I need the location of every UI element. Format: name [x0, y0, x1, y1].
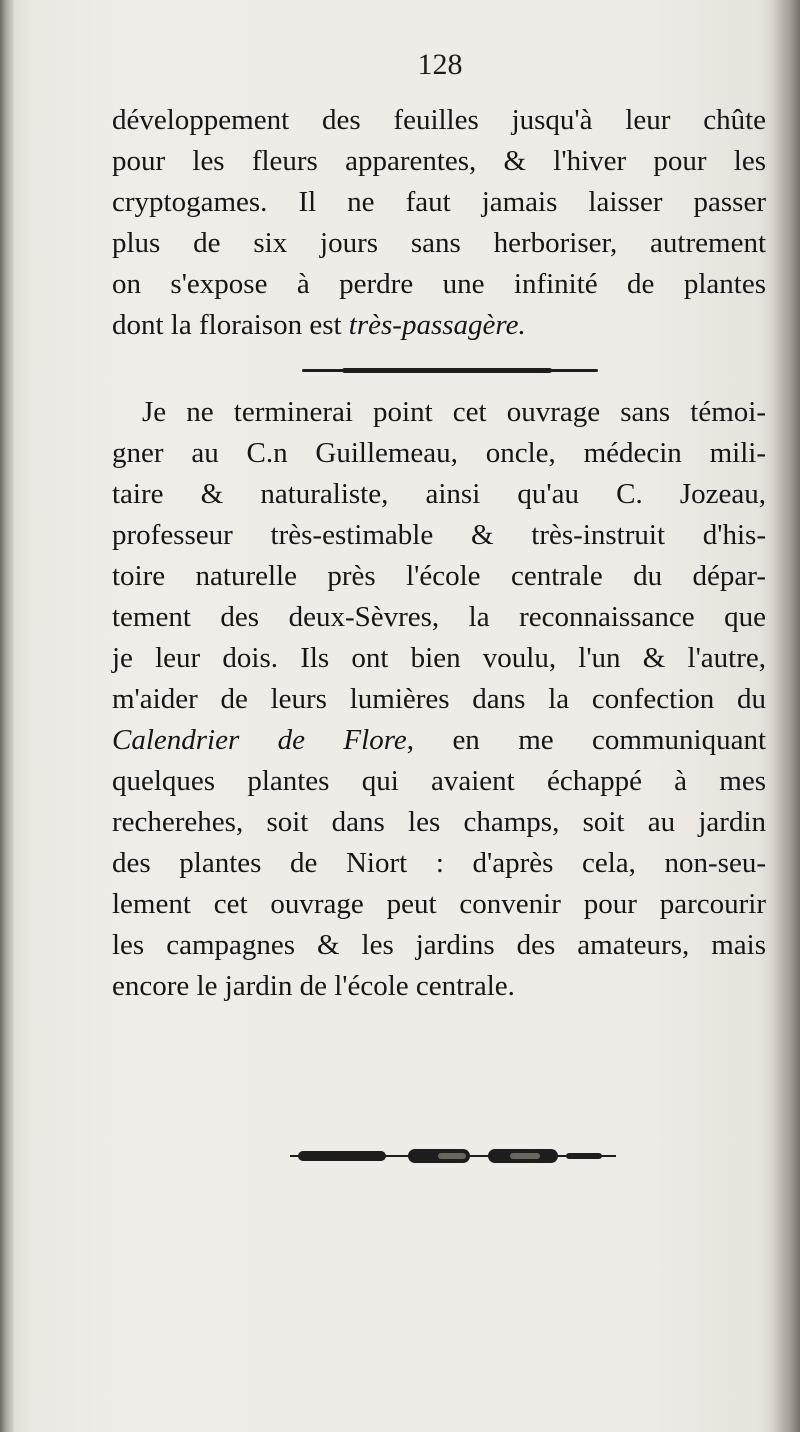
text-line: m'aider de leurs lumières dans la confection du	[112, 683, 766, 715]
text-line: pour les fleurs apparentes, & l'hiver pour les	[112, 145, 766, 177]
text-line: recherehes, soit dans les champs, soit au jardin	[112, 806, 766, 838]
text-line: quelques plantes qui avaient échappé à mes	[112, 765, 766, 797]
end-ornament	[288, 1144, 618, 1168]
text-line: les campagnes & les jardins des amateurs, mais	[112, 929, 766, 961]
text-line: je leur dois. Ils ont bien voulu, l'un & l'autre,	[112, 642, 766, 674]
text-fragment: dont la floraison est	[112, 309, 349, 341]
italic-text: très-passagère.	[348, 309, 526, 341]
text-line: gner au C.n Guillemeau, oncle, médecin mili-	[112, 437, 766, 469]
text-line: cryptogames. Il ne faut jamais laisser passer	[112, 186, 766, 218]
text-line: encore le jardin de l'école centrale.	[112, 970, 515, 1002]
text-line: développement des feuilles jusqu'à leur chûte	[112, 104, 766, 136]
text-line	[112, 305, 766, 346]
text-line: lement cet ouvrage peut convenir pour parcourir	[112, 888, 766, 920]
paragraph-2	[112, 392, 766, 1007]
text-line: on s'expose à perdre une infinité de plantes	[112, 268, 766, 300]
page-gutter-shadow	[0, 0, 14, 1432]
paragraph-1	[112, 100, 766, 346]
text-line: plus de six jours sans herboriser, autrement	[112, 227, 766, 259]
section-divider-rule	[302, 369, 598, 372]
text-line: toire naturelle près l'école centrale du dépar-	[112, 560, 766, 592]
page-edge-shadow	[772, 0, 800, 1432]
text-line	[112, 720, 766, 761]
italic-book-title: Calendrier de Flore	[112, 724, 407, 756]
text-line: professeur très-estimable & très-instruit d'his-	[112, 519, 766, 551]
text-line: Je ne terminerai point cet ouvrage sans témoi-	[142, 396, 766, 428]
text-line: des plantes de Niort : d'après cela, non-seu-	[112, 847, 766, 879]
text-line: taire & naturaliste, ainsi qu'au C. Jozeau,	[112, 478, 766, 510]
text-fragment: , en me communiquant	[406, 724, 767, 756]
page-number: 128	[417, 48, 463, 81]
text-line: tement des deux-Sèvres, la reconnaissance que	[112, 601, 766, 633]
